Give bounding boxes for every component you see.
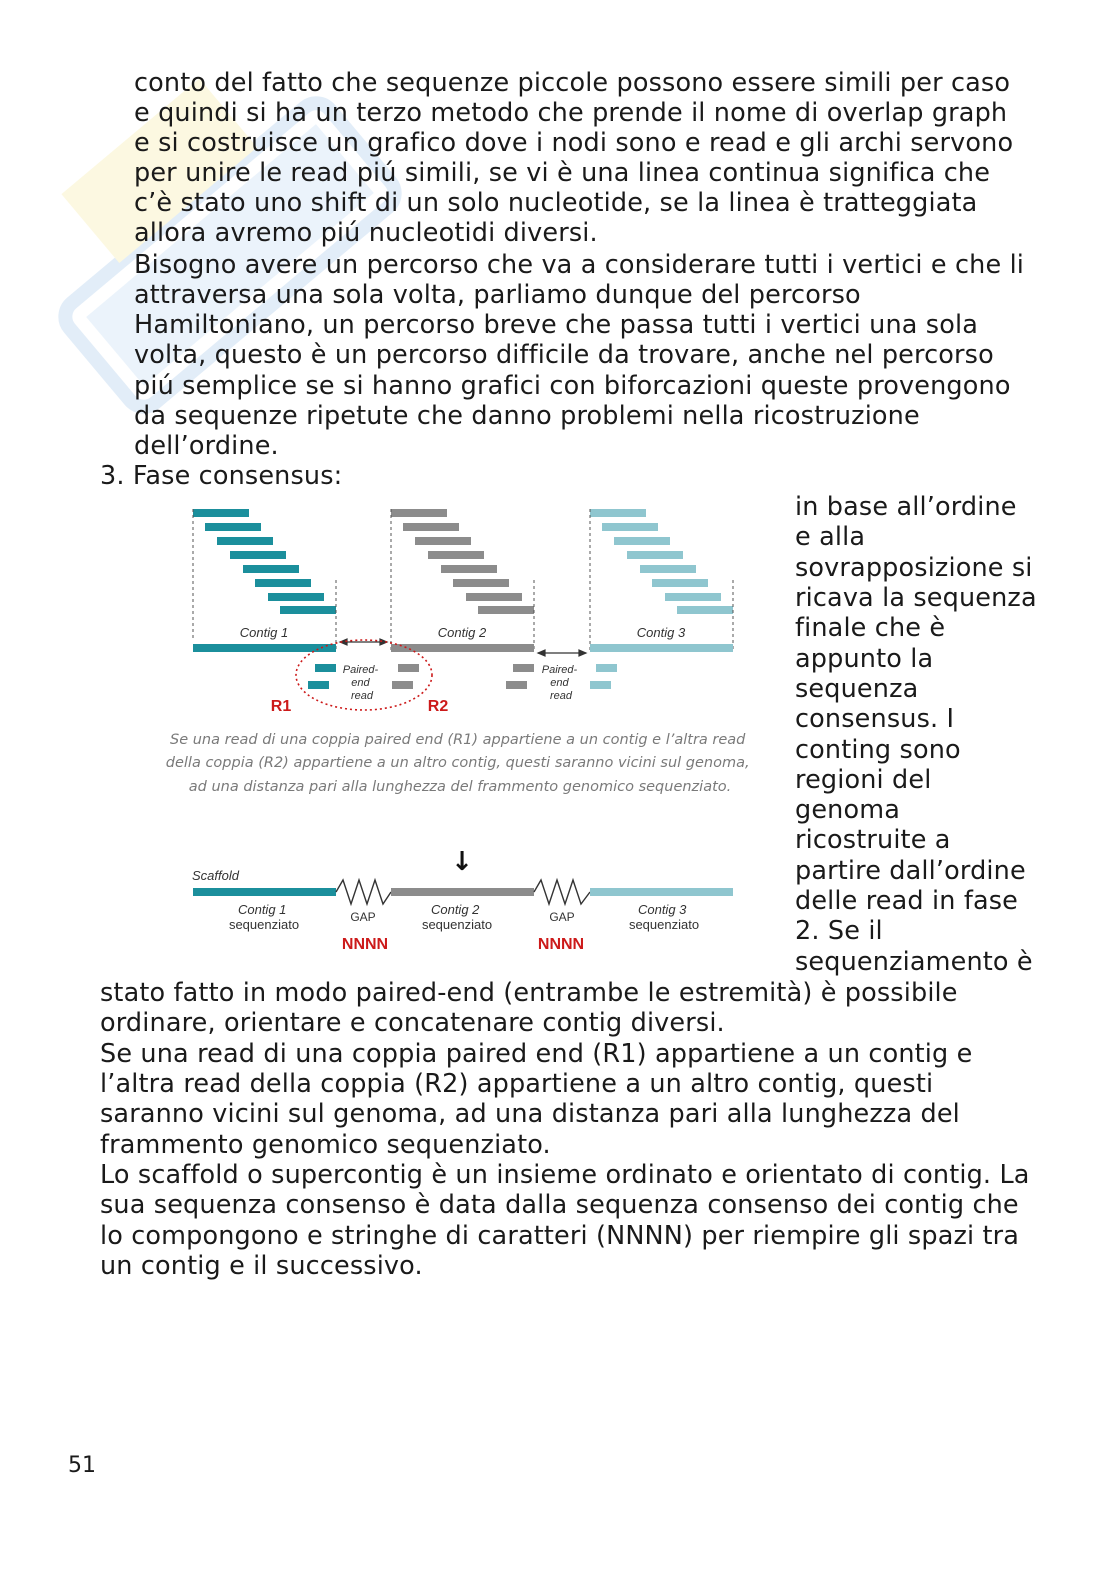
text-line: c’è stato uno shift di un solo nucleotide, se la linea è tratteggiata <box>134 188 978 218</box>
paired-end-label-line: read <box>350 690 374 702</box>
down-arrow-icon: ↓ <box>451 847 473 877</box>
text-line: saranno vicini sul genoma, ad una distanza pari alla lunghezza del <box>100 1099 960 1129</box>
text-line: e quindi si ha un terzo metodo che prende il nome di overlap graph <box>134 98 1008 128</box>
scaffold-contig-3 <box>590 888 733 896</box>
text-line: genoma <box>795 795 901 825</box>
paired-read-group2-b <box>506 681 527 689</box>
text-line: da sequenze ripetute che danno problemi nella ricostruzione <box>134 401 920 431</box>
paired-read-r2-b <box>392 681 413 689</box>
contig-1-reads <box>193 509 336 614</box>
text-line: partire dall’ordine <box>795 856 1026 886</box>
scaffold-contig-2-sublabel: sequenziato <box>421 917 493 932</box>
text-line: lo compongono e stringhe di caratteri (NNNN) per riempire gli spazi tra <box>100 1221 1020 1251</box>
nnnn-label-1: NNNN <box>341 936 389 953</box>
scaffold-contig-1-sublabel: sequenziato <box>228 917 300 932</box>
contig-1-bar <box>193 644 336 652</box>
contig-3-reads <box>590 509 733 614</box>
text-line: ordinare, orientare e concatenare contig diversi. <box>100 1008 725 1038</box>
list-item-heading: 3. Fase consensus: <box>100 461 343 491</box>
svg-text:Contig 1 sequenziato <box>229 902 299 932</box>
r1-label: R1 <box>270 698 292 715</box>
scaffold-gap-2-zigzag <box>534 880 590 904</box>
text-line: consensus. I <box>795 704 955 734</box>
contig-3-label: Contig 3 <box>636 625 686 640</box>
text-line: per unire le read piú simili, se vi è una linea continua significa che <box>134 158 991 188</box>
nnnn-label-2: NNNN <box>537 936 585 953</box>
text-line: dell’ordine. <box>134 431 279 461</box>
text-line: volta, questo è un percorso difficile da trovare, anche nel percorso <box>134 340 994 370</box>
text-line: conto del fatto che sequenze piccole possono essere simili per caso <box>134 68 1011 98</box>
paired-read-group2-a <box>513 664 534 672</box>
paired-read-r2-a <box>398 664 419 672</box>
contig-2-label: Contig 2 <box>437 625 487 640</box>
svg-text:Paired- end read <box>343 664 382 702</box>
gap-label-2: GAP <box>549 910 575 924</box>
contig-2-bar <box>391 644 534 652</box>
figure-caption-line: Se una read di una coppia paired end (R1) appartiene a un contig e l’altra read <box>170 732 746 748</box>
text-line: sequenziamento è <box>795 947 1033 977</box>
text-line: in base all’ordine <box>795 492 1017 522</box>
paired-read-r1-a <box>315 664 336 672</box>
text-line: conting sono <box>795 735 961 765</box>
text-line: piú semplice se si hanno grafici con biforcazioni queste provengono <box>134 371 1011 401</box>
text-line: stato fatto in modo paired-end (entrambe le estremità) è possibile <box>100 978 958 1008</box>
gap-arrow-2 <box>538 650 586 656</box>
paired-read-group2-c <box>596 664 617 672</box>
svg-text:Se una read di una coppia pair <box>166 732 754 795</box>
scaffold-label: Scaffold <box>192 868 239 883</box>
text-line: Lo scaffold o supercontig è un insieme ordinato e orientato di contig. La <box>100 1160 1030 1190</box>
paired-end-label-line: Paired- <box>342 664 379 676</box>
gap-label-1: GAP <box>350 910 376 924</box>
paired-end-label-line: end <box>550 677 569 689</box>
text-line: regioni del <box>795 765 932 795</box>
scaffold-contig-2-label: Contig 2 <box>430 902 480 917</box>
text-line: e alla <box>795 522 866 552</box>
page-number: 51 <box>68 1453 96 1478</box>
scaffold-contig-1-label: Contig 1 <box>237 902 287 917</box>
paired-read-r1-b <box>308 681 329 689</box>
figure-caption-line: ad una distanza pari alla lunghezza del frammento genomico sequenziato. <box>188 779 732 795</box>
text-line: Se una read di una coppia paired end (R1) appartiene a un contig e <box>100 1039 973 1069</box>
paired-end-label-line: read <box>549 690 573 702</box>
text-line: sovrapposizione si <box>795 553 1033 583</box>
scaffold-contig-3-sublabel: sequenziato <box>628 917 700 932</box>
text-line: Hamiltoniano, un percorso breve che passa tutti i vertici una sola <box>134 310 979 340</box>
text-line: sua sequenza consenso è data dalla sequenza consenso dei contig che <box>100 1190 1019 1220</box>
paired-end-label-line: end <box>351 677 370 689</box>
text-line: 2. Se il <box>795 916 883 946</box>
text-line: finale che è <box>795 613 946 643</box>
figure-caption-line: della coppia (R2) appartiene a un altro contig, questi saranno vicini sul genoma, <box>165 755 750 771</box>
contig-2-reads <box>391 509 534 614</box>
text-line: l’altra read della coppia (R2) appartiene a un altro contig, questi <box>100 1069 934 1099</box>
scaffold-gap-1-zigzag <box>336 880 391 904</box>
contig-scaffold-figure <box>140 500 780 970</box>
paired-read-group2-d <box>590 681 611 689</box>
paired-end-label-line: Paired- <box>541 664 578 676</box>
text-line: Bisogno avere un percorso che va a considerare tutti i vertici e che li <box>134 250 1025 280</box>
text-line: un contig e il successivo. <box>100 1251 423 1281</box>
svg-text:Paired- end read <box>542 664 581 702</box>
svg-text:Contig 3 sequenziato <box>629 902 699 932</box>
scaffold-contig-3-label: Contig 3 <box>637 902 687 917</box>
svg-text:Contig 2 sequenziato <box>422 902 492 932</box>
text-line: allora avremo piú nucleotidi diversi. <box>134 218 598 248</box>
text-line: ricostruite a <box>795 825 951 855</box>
scaffold-contig-2 <box>391 888 534 896</box>
contig-3-bar <box>590 644 733 652</box>
text-line: frammento genomico sequenziato. <box>100 1130 551 1160</box>
text-line: sequenza <box>795 674 919 704</box>
contig-1-label: Contig 1 <box>239 625 289 640</box>
text-line: delle read in fase <box>795 886 1018 916</box>
text-line: attraversa una sola volta, parliamo dunque del percorso <box>134 280 861 310</box>
r2-label: R2 <box>427 698 449 715</box>
scaffold-contig-1 <box>193 888 336 896</box>
text-line: e si costruisce un grafico dove i nodi sono e read e gli archi servono <box>134 128 1014 158</box>
gap-arrow-1 <box>340 639 387 645</box>
text-line: ricava la sequenza <box>795 583 1037 613</box>
text-line: appunto la <box>795 644 934 674</box>
